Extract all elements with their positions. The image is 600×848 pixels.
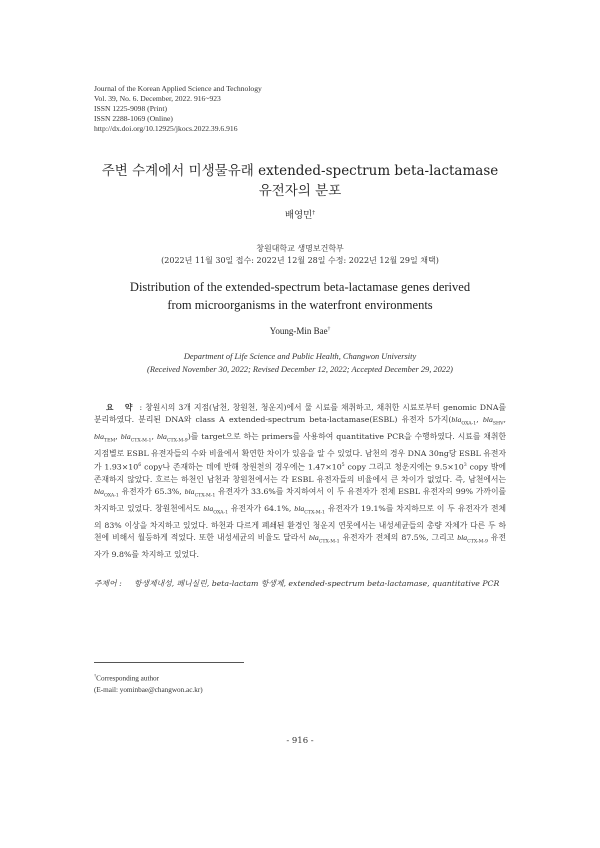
abstract-label: 요 약	[106, 403, 137, 412]
affiliation-korean-block	[0, 243, 600, 267]
author-english-mark: †	[327, 326, 331, 332]
dates-english: (Received November 30, 2022; Revised December 12, 2022; Accepted December 29, 2022)	[147, 365, 453, 374]
abstract: 요 약 : 창원시의 3개 지점(남천, 창원천, 청운지)에서 물 시료를 채취하고, 채취한 시료로부터 genomic DNA를 분리하였다. 분리된 DNA와 class A extended-spectrum beta-lactamase(ESBL) 유전자 5가지(bla$_{OXA-1}$, bla$_{SHV}$, bla$_{TEM}$, bla$_{CTX-M-1}$, bla$_{CTX-M-9}$)를 target으로 하는 primers를 사용하여 quantitative PCR을 수행하였다. 시료를 채취한 지점별로 ESBL 유전자들의 수와 비율에서 확연한 차이가 있음을 알 수 있었다. 남천의 경우 DNA 30ng당 ESBL 유전자가 $1.93\times 10^6$ copy나 존재하는 데에 반해 창원천의 경우에는 $1.47\times 10^5$ copy 그리고 청운지에는 $9.5\times 10^3$ copy 밖에 존재하지 않았다. 흐르는 하천인 남천과 창원천에서는 각 ESBL 유전자들의 비율에서 큰 차이가 없었다. 즉, 남천에서는 bla$_{OXA-1}$ 유전자가 65.3%, bla$_{CTX-M-1}$ 유전자가 33.6%를 차지하여서 이 두 유전자가 전체 ESBL 유전자의 99% 가까이를 차지하고 있었다. 창원천에서도 bla$_{OXA-1}$ 유전자가 64.1%, bla$_{CTX-M-1}$ 유전자가 19.1%를 차지하므로 이 두 유전자가 전체의 83% 이상을 차지하고 있었다. 하천과 다르게 폐쇄된 환경인 청운지 연못에서는 내성세균들의 총량 자체가 다른 두 하천에 비해서 월등하게 적었다. 또한 내성세균의 비율도 달라서 bla$_{CTX-M-1}$ 유전자가 전체의 87.5%, 그리고 bla$_{CTX-M-9}$ 유전자가 9.8%를 차지하고 있었다.	[94, 403, 507, 560]
author-korean	[0, 207, 600, 221]
title-english	[0, 278, 600, 314]
author-korean-mark: †	[312, 209, 316, 216]
journal-info	[94, 84, 262, 134]
title-korean-line2: 유전자의 분포	[258, 183, 342, 199]
title-english-line1: Distribution of the extended-spectrum beta-lactamase genes derived	[129, 280, 471, 294]
footnote-divider	[94, 662, 244, 663]
title-english-line2: from microorganisms in the waterfront environments	[167, 298, 433, 312]
dates-korean: (2022년 11월 30일 접수: 2022년 12월 28일 수정: 2022년 12월 29일 채택)	[161, 256, 439, 265]
affiliation-english: Department of Life Science and Public Health, Changwon University	[183, 352, 417, 361]
author-english	[0, 326, 600, 336]
affiliation-english-block	[0, 350, 600, 376]
issn-online: ISSN 2288-1069 (Online)	[94, 114, 173, 123]
journal-volume: Vol. 39, No. 6. December, 2022. 916~923	[94, 94, 221, 103]
issn-print: ISSN 1225-9098 (Print)	[94, 104, 167, 113]
author-korean-name: 배영민	[284, 210, 313, 221]
author-english-name: Young-Min Bae	[269, 326, 328, 336]
title-korean-line1: 주변 수계에서 미생물유래 extended-spectrum beta-lactamase	[101, 163, 499, 179]
affiliation-korean: 창원대학교 생명보건학부	[256, 244, 344, 253]
page-number: - 916 -	[286, 736, 314, 746]
keywords	[94, 578, 506, 590]
footnote	[94, 670, 203, 696]
doi-link[interactable]: http://dx.doi.org/10.12925/jkocs.2022.39.6.916	[94, 124, 238, 133]
keywords-text: 항생제내성, 페니실린, beta-lactam 항생제, extended-spectrum beta-lactamase, quantitative PCR	[134, 579, 500, 588]
journal-name: Journal of the Korean Applied Science and Technology	[94, 84, 262, 93]
keywords-label: 주제어 :	[94, 579, 122, 588]
footnote-mark: †	[94, 673, 97, 678]
title-korean	[0, 161, 600, 201]
footnote-corresponding: Corresponding author	[96, 674, 160, 683]
footnote-email: (E-mail: yominbae@changwon.ac.kr)	[94, 686, 203, 695]
